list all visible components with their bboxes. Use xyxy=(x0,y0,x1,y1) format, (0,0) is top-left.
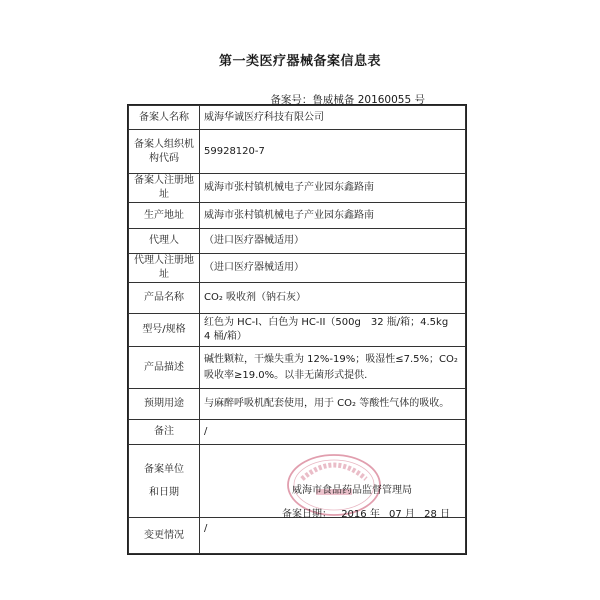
table-row xyxy=(129,174,466,203)
row-label: 预期用途 xyxy=(129,389,200,420)
row-label xyxy=(129,445,200,518)
row-value: 与麻醉呼吸机配套使用，用于 CO₂ 等酸性气体的吸收。 xyxy=(200,389,466,420)
row-value: 红色为 HC-I、白色为 HC-II（500g 32 瓶/箱；4.5kg 4 桶/箱） xyxy=(200,314,466,347)
table-row xyxy=(129,130,466,174)
filing-unit-label-line1: 备案单位 xyxy=(144,463,184,475)
row-value: 59928120-7 xyxy=(200,130,466,174)
row-label: 代理人 xyxy=(129,229,200,254)
table-row xyxy=(129,420,466,445)
row-label: 型号/规格 xyxy=(129,314,200,347)
row-label: 备案人名称 xyxy=(129,106,200,130)
filing-unit-cell xyxy=(200,445,466,518)
record-number: 备案号：鲁威械备 20160055 号 xyxy=(270,94,425,106)
filing-date xyxy=(282,508,450,522)
row-value: 威海市张村镇机械电子产业园东鑫路南 xyxy=(200,203,466,229)
row-value: 碱性颗粒，干燥失重为 12%-19%；吸湿性≤7.5%；CO₂ 吸收率≥19.0%。以非无菌形式提供. xyxy=(200,347,466,389)
document-title: 第一类医疗器械备案信息表 xyxy=(218,54,381,69)
table-row xyxy=(129,254,466,283)
row-label: 代理人注册地址 xyxy=(129,254,200,283)
row-label: 变更情况 xyxy=(129,518,200,554)
row-label: 生产地址 xyxy=(129,203,200,229)
table-row xyxy=(129,518,466,554)
filing-date-month: 07 月 xyxy=(389,509,415,520)
table-row xyxy=(129,283,466,314)
row-label: 备案人组织机构代码 xyxy=(129,130,200,174)
table-row xyxy=(129,389,466,420)
row-value: / xyxy=(200,420,466,445)
filing-date-year: 2016 年 xyxy=(341,509,380,520)
table-row xyxy=(129,314,466,347)
table-row xyxy=(129,229,466,254)
filing-info-table xyxy=(127,104,467,555)
row-label: 产品描述 xyxy=(129,347,200,389)
filing-date-prefix: 备案日期： xyxy=(282,509,332,520)
filing-date-day: 28 日 xyxy=(424,509,451,520)
table-row xyxy=(129,203,466,229)
row-value: 威海华诚医疗科技有限公司 xyxy=(200,106,466,130)
row-label: 产品名称 xyxy=(129,283,200,314)
row-value: （进口医疗器械适用） xyxy=(200,229,466,254)
table-row xyxy=(129,106,466,130)
filing-unit-label-line2: 和日期 xyxy=(149,486,179,498)
filing-authority: 威海市食品药品监督管理局 xyxy=(292,485,412,496)
table-row xyxy=(129,445,466,518)
row-label: 备注 xyxy=(129,420,200,445)
row-value: / xyxy=(200,518,466,554)
row-value: （进口医疗器械适用） xyxy=(200,254,466,283)
row-label: 备案人注册地址 xyxy=(129,174,200,203)
row-value: CO₂ 吸收剂（钠石灰） xyxy=(200,283,466,314)
table-row xyxy=(129,347,466,389)
row-value: 威海市张村镇机械电子产业园东鑫路南 xyxy=(200,174,466,203)
